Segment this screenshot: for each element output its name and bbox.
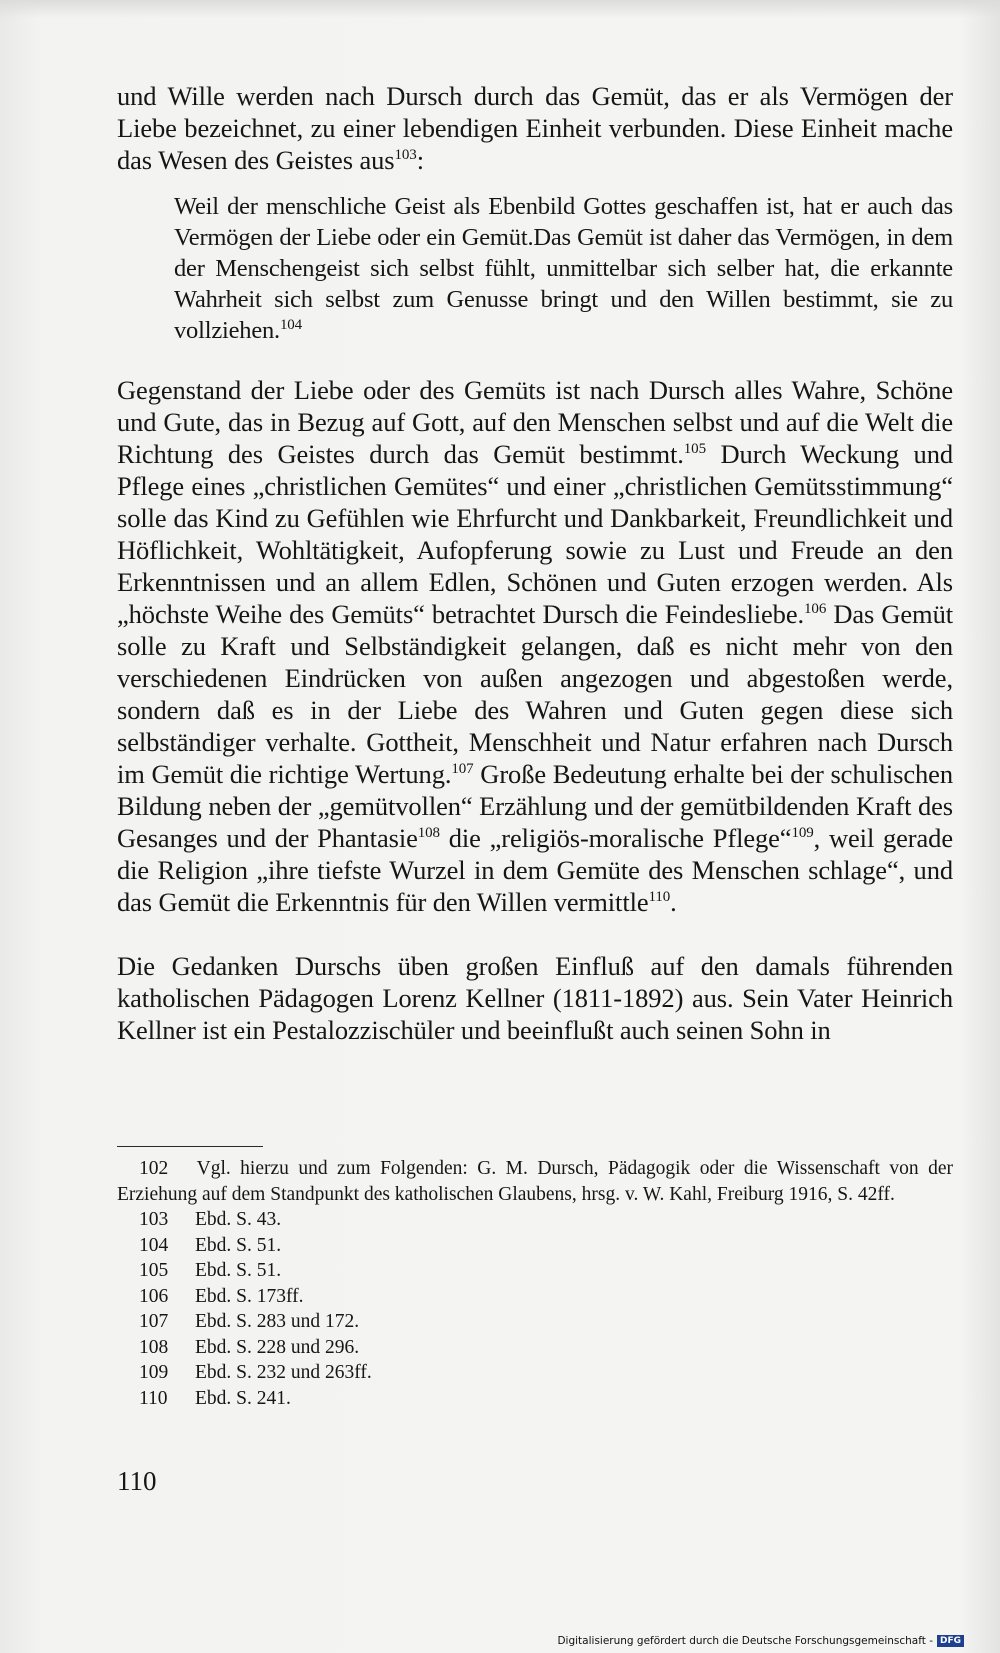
paragraph-2-sentence-2: Durch Weckung und Pflege eines „christlichen Gemütes“ und einer „christlichen Gemütsstimmung“ solle das Kind zu Gefühlen wie Ehrfurcht und Dankbarkeit, Freundlichkeit und Höflichkeit, Wohltätigkeit, Aufopferung sowie zu Lust und Freude an den Erkenntnissen und an allem Edlen, Schönen und Guten erzogen werden. Als „höchste Weihe des Gemüts“ betrachtet Dursch die Feindesliebe. (117, 439, 954, 629)
footnote-106 (117, 1284, 953, 1310)
paragraph-2-sentence-4: Große Bedeutung erhalte bei der schulischen Bildung neben der „gemütvollen“ Erzählung und der gemütbildenden Kraft des Gesanges und der Phantasie (117, 759, 953, 853)
footnote-ref-103: 103 (394, 147, 417, 164)
footnote-text: Ebd. S. 232 und 263ff. (195, 1362, 372, 1383)
paragraph-1-text: und Wille werden nach Dursch durch das Gemüt, das er als Vermögen der Liebe bezeichnet, zu einer lebendigen Einheit verbunden. Diese Einheit mache das Wesen des Geistes aus (117, 81, 953, 175)
footnote-ref-107: 107 (451, 761, 474, 778)
footnote-108 (117, 1335, 953, 1361)
footnote-number: 108 (139, 1336, 169, 1358)
footnote-text: Ebd. S. 241. (195, 1387, 291, 1409)
dfg-logo: DFG (937, 1635, 964, 1647)
footnote-text: Vgl. hierzu und zum Folgenden: G. M. Dursch, Pädagogik oder die Wissenschaft von der Erziehung auf dem Standpunkt des katholischen Glaubens, hrsg. v. W. Kahl, Freiburg 1916, S. 42ff. (117, 1158, 953, 1205)
footnotes (117, 1156, 953, 1411)
footnote-divider (117, 1146, 263, 1147)
footnote-text: Ebd. S. 228 und 296. (195, 1336, 360, 1358)
footnote-number: 110 (139, 1387, 168, 1409)
paragraph-2-sentence-5: die „religiös-moralische Pflege“ (439, 823, 792, 853)
quote-text: Weil der menschliche Geist als Ebenbild Gottes geschaffen ist, hat er auch das Vermögen der Liebe oder ein Gemüt.Das Gemüt ist daher das Vermögen, in dem der Menschengeist sich selbst fühlt, unmittelbar sich selber hat, die erkannte Wahrheit sich selbst zum Genusse bringt und den Willen bestimmt, sie zu vollziehen. (174, 193, 953, 344)
paragraph-3: Die Gedanken Durschs üben großen Einfluß auf den damals führenden katholischen Pädagogen Lorenz Kellner (1811-1892) aus. Sein Vater Heinrich Kellner ist ein Pestalozzischüler und beeinflußt auch seinen Sohn in (117, 951, 953, 1045)
footnote-number: 102 (139, 1158, 169, 1179)
footnote-ref-105: 105 (683, 441, 706, 458)
credit-text: Digitalisierung gefördert durch die Deutsche Forschungsgemeinschaft - (557, 1635, 933, 1647)
footnote-text: Ebd. S. 173ff. (195, 1285, 304, 1307)
footnote-ref-110: 110 (648, 889, 671, 906)
footnote-ref-109: 109 (791, 825, 814, 842)
footnote-107 (117, 1309, 953, 1335)
paragraph-2-sentence-3: Das Gemüt solle zu Kraft und Selbständigkeit gelangen, daß es nicht mehr von den verschiedenen Eindrücken von außen angezogen und abgestoßen werde, sondern daß es in der Liebe des Wahren und Guten gegen diese sich selbständiger verhalte. Gottheit, Menschheit und Natur erfahren nach Dursch im Gemüt die richtige Wertung. (117, 599, 953, 789)
scan-shadow (0, 0, 1000, 18)
footnote-text: Ebd. S. 51. (195, 1260, 282, 1281)
footnote-110 (117, 1386, 953, 1412)
footnote-ref-104: 104 (279, 316, 302, 333)
footnote-ref-108: 108 (417, 825, 440, 842)
footnote-104 (117, 1233, 953, 1259)
paragraph-2-sentence-1: Gegenstand der Liebe oder des Gemüts ist nach Dursch alles Wahre, Schöne und Gute, das in Bezug auf Gott, auf den Menschen selbst und auf die Welt die Richtung des Geistes durch das Gemüt bestimmt. (117, 375, 953, 469)
page-number: 110 (117, 1466, 157, 1496)
digitization-credit (557, 1635, 964, 1647)
footnote-105 (117, 1258, 953, 1284)
paragraph-2-end: . (670, 887, 677, 917)
main-text (117, 80, 953, 1046)
footnote-ref-106: 106 (804, 601, 827, 618)
footnote-number: 104 (139, 1234, 169, 1256)
footnote-109 (117, 1360, 953, 1386)
footnote-102 (117, 1156, 953, 1207)
block-quote (174, 191, 953, 346)
footnote-number: 109 (139, 1362, 169, 1383)
paragraph-1-end: : (416, 145, 424, 175)
paragraph-2 (117, 374, 953, 918)
footnote-number: 107 (139, 1311, 169, 1332)
footnote-103 (117, 1207, 953, 1233)
footnote-number: 105 (139, 1260, 169, 1281)
footnote-number: 106 (139, 1285, 169, 1307)
paragraph-2-sentence-6: , weil gerade die Religion „ihre tiefste Wurzel in dem Gemüte des Menschen schlage“, und das Gemüt die Erkenntnis für den Willen vermittle (117, 823, 953, 917)
footnote-number: 103 (139, 1209, 169, 1230)
paragraph-1 (117, 80, 953, 176)
footnote-text: Ebd. S. 51. (195, 1234, 282, 1256)
footnote-text: Ebd. S. 283 und 172. (195, 1311, 360, 1332)
footnote-text: Ebd. S. 43. (195, 1209, 282, 1230)
